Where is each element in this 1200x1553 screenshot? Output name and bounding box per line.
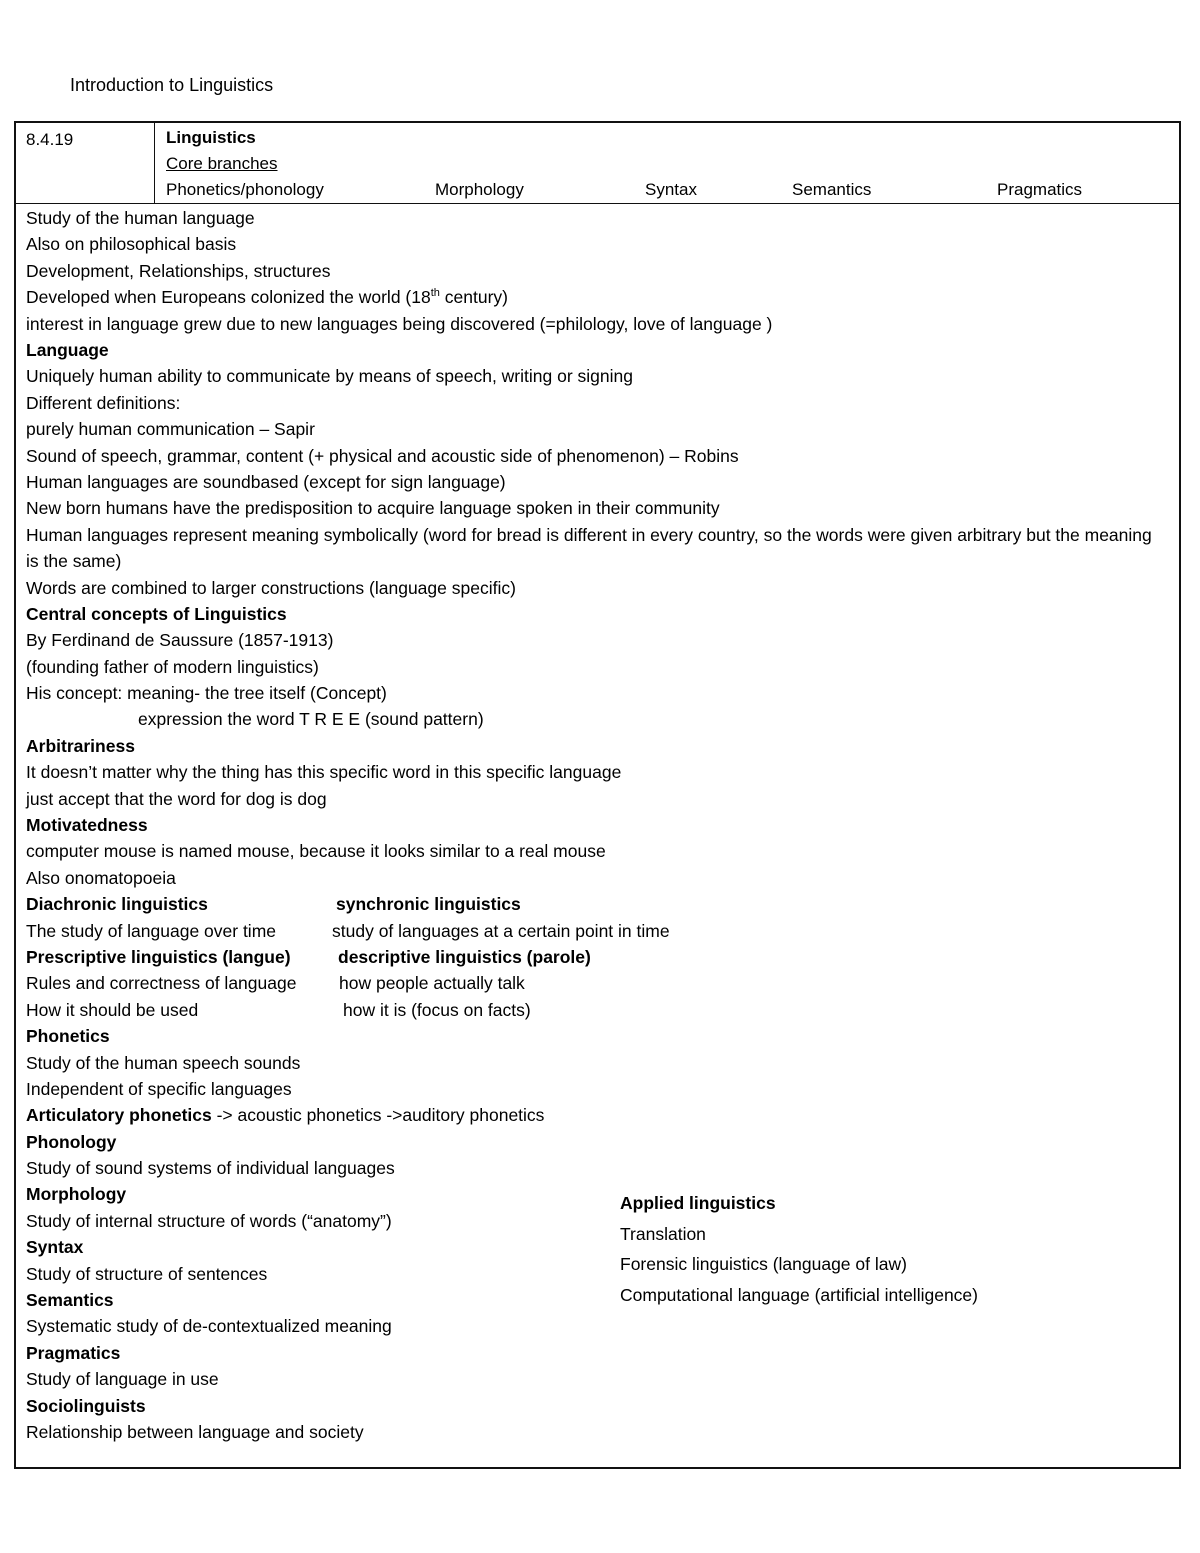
- note-pair: [26, 918, 1166, 944]
- note-line: Study of the human speech sounds: [26, 1052, 301, 1073]
- section-heading-prescriptive: Prescriptive linguistics (langue): [26, 946, 291, 967]
- section-heading-synchronic: synchronic linguistics: [336, 894, 521, 915]
- note-pair: [26, 997, 1166, 1023]
- notes-body: [26, 205, 1166, 1445]
- section-heading-sociolinguists: Sociolinguists: [26, 1395, 146, 1416]
- note-line: Also onomatopoeia: [26, 867, 176, 888]
- note-line: It doesn’t matter why the thing has this specific word in this specific language: [26, 762, 622, 783]
- section-heading-syntax: Syntax: [26, 1237, 84, 1258]
- note-line: Human languages represent meaning symbolically (word for bread is different in every country, so the words were given arbitrary but the meaning is the same): [26, 524, 1152, 572]
- note-line: Also on philosophical basis: [26, 234, 237, 255]
- branch-morphology: Morphology: [435, 180, 524, 199]
- note-line: Study of the human language: [26, 208, 255, 228]
- superscript: th: [430, 287, 440, 300]
- section-heading-motivatedness: Motivatedness: [26, 815, 148, 836]
- note-line: computer mouse is named mouse, because it looks similar to a real mouse: [26, 841, 606, 862]
- note-line: [26, 1102, 1166, 1128]
- note-line: expression the word T R E E (sound pattern): [138, 709, 484, 730]
- note-line: Words are combined to larger constructions (language specific): [26, 577, 516, 598]
- section-heading-arbitrariness: Arbitrariness: [26, 735, 135, 756]
- note-line: Uniquely human ability to communicate by means of speech, writing or signing: [26, 366, 633, 387]
- applied-item: Translation: [620, 1223, 706, 1244]
- note-text: how people actually talk: [339, 973, 525, 994]
- note-line: just accept that the word for dog is dog: [26, 788, 327, 809]
- section-heading-phonology: Phonology: [26, 1131, 117, 1152]
- branch-phonetics-phonology: Phonetics/phonology: [166, 180, 324, 199]
- note-line: Study of sound systems of individual languages: [26, 1158, 395, 1179]
- applied-linguistics-box: [620, 1188, 978, 1310]
- note-line: Development, Relationships, structures: [26, 260, 331, 281]
- note-line: (founding father of modern linguistics): [26, 656, 319, 677]
- note-text: century): [439, 287, 508, 308]
- note-line: interest in language grew due to new languages being discovered (=philology, love of language ): [26, 313, 773, 334]
- note-text: Rules and correctness of language: [26, 973, 297, 994]
- branch-semantics: Semantics: [792, 180, 872, 199]
- section-heading-diachronic: Diachronic linguistics: [26, 894, 208, 915]
- branch-syntax: Syntax: [645, 180, 697, 199]
- applied-linguistics-title: Applied linguistics: [620, 1193, 776, 1213]
- section-heading-semantics: Semantics: [26, 1290, 114, 1311]
- note-pair: [26, 970, 1166, 996]
- table-header-row: [16, 123, 1179, 204]
- applied-item: Forensic linguistics (language of law): [620, 1254, 907, 1274]
- heading-pair-diachronic-synchronic: [26, 891, 1166, 917]
- note-line: purely human communication – Sapir: [26, 419, 315, 440]
- note-line: Human languages are soundbased (except for sign language): [26, 471, 506, 492]
- heading-pair-prescriptive-descriptive: [26, 944, 1166, 970]
- section-heading-morphology: Morphology: [26, 1184, 127, 1205]
- note-line: Sound of speech, grammar, content (+ physical and acoustic side of phenomenon) – Robins: [26, 445, 739, 466]
- section-heading-pragmatics: Pragmatics: [26, 1342, 121, 1363]
- note-line: Study of language in use: [26, 1369, 219, 1390]
- note-text: How it should be used: [26, 999, 199, 1020]
- note-text: how it is (focus on facts): [343, 999, 531, 1020]
- note-text: study of languages at a certain point in time: [332, 920, 670, 941]
- note-line: His concept: meaning- the tree itself (Concept): [26, 683, 387, 704]
- note-text: -> acoustic phonetics ->auditory phonetics: [211, 1105, 545, 1126]
- note-line: Systematic study of de-contextualized meaning: [26, 1316, 392, 1337]
- note-text: The study of language over time: [26, 920, 277, 941]
- applied-item: Computational language (artificial intelligence): [620, 1284, 978, 1305]
- note-line: Independent of specific languages: [26, 1078, 292, 1099]
- section-heading-phonetics: Phonetics: [26, 1026, 110, 1047]
- section-heading-language: Language: [26, 339, 109, 360]
- note-text: Articulatory phonetics: [26, 1105, 212, 1126]
- date-cell: 8.4.19: [16, 123, 155, 203]
- note-line: Study of internal structure of words (“anatomy”): [26, 1210, 392, 1231]
- note-line: By Ferdinand de Saussure (1857-1913): [26, 630, 334, 651]
- note-line: [26, 284, 1166, 310]
- note-text: Developed when Europeans colonized the world (18: [26, 287, 431, 308]
- note-line: Relationship between language and society: [26, 1422, 364, 1442]
- document-title: Introduction to Linguistics: [70, 75, 274, 95]
- branch-pragmatics: Pragmatics: [997, 180, 1083, 199]
- note-line: Different definitions:: [26, 392, 181, 413]
- note-line: Study of structure of sentences: [26, 1263, 268, 1284]
- notes-table: [14, 121, 1181, 1469]
- topic-title: Linguistics: [166, 128, 256, 147]
- topic-cell: [156, 123, 1179, 203]
- section-heading-central-concepts: Central concepts of Linguistics: [26, 603, 287, 624]
- core-branches-row: [166, 177, 1169, 203]
- section-heading-descriptive: descriptive linguistics (parole): [338, 946, 591, 967]
- topic-subtitle: Core branches: [166, 154, 278, 173]
- note-line: New born humans have the predisposition to acquire language spoken in their community: [26, 498, 720, 519]
